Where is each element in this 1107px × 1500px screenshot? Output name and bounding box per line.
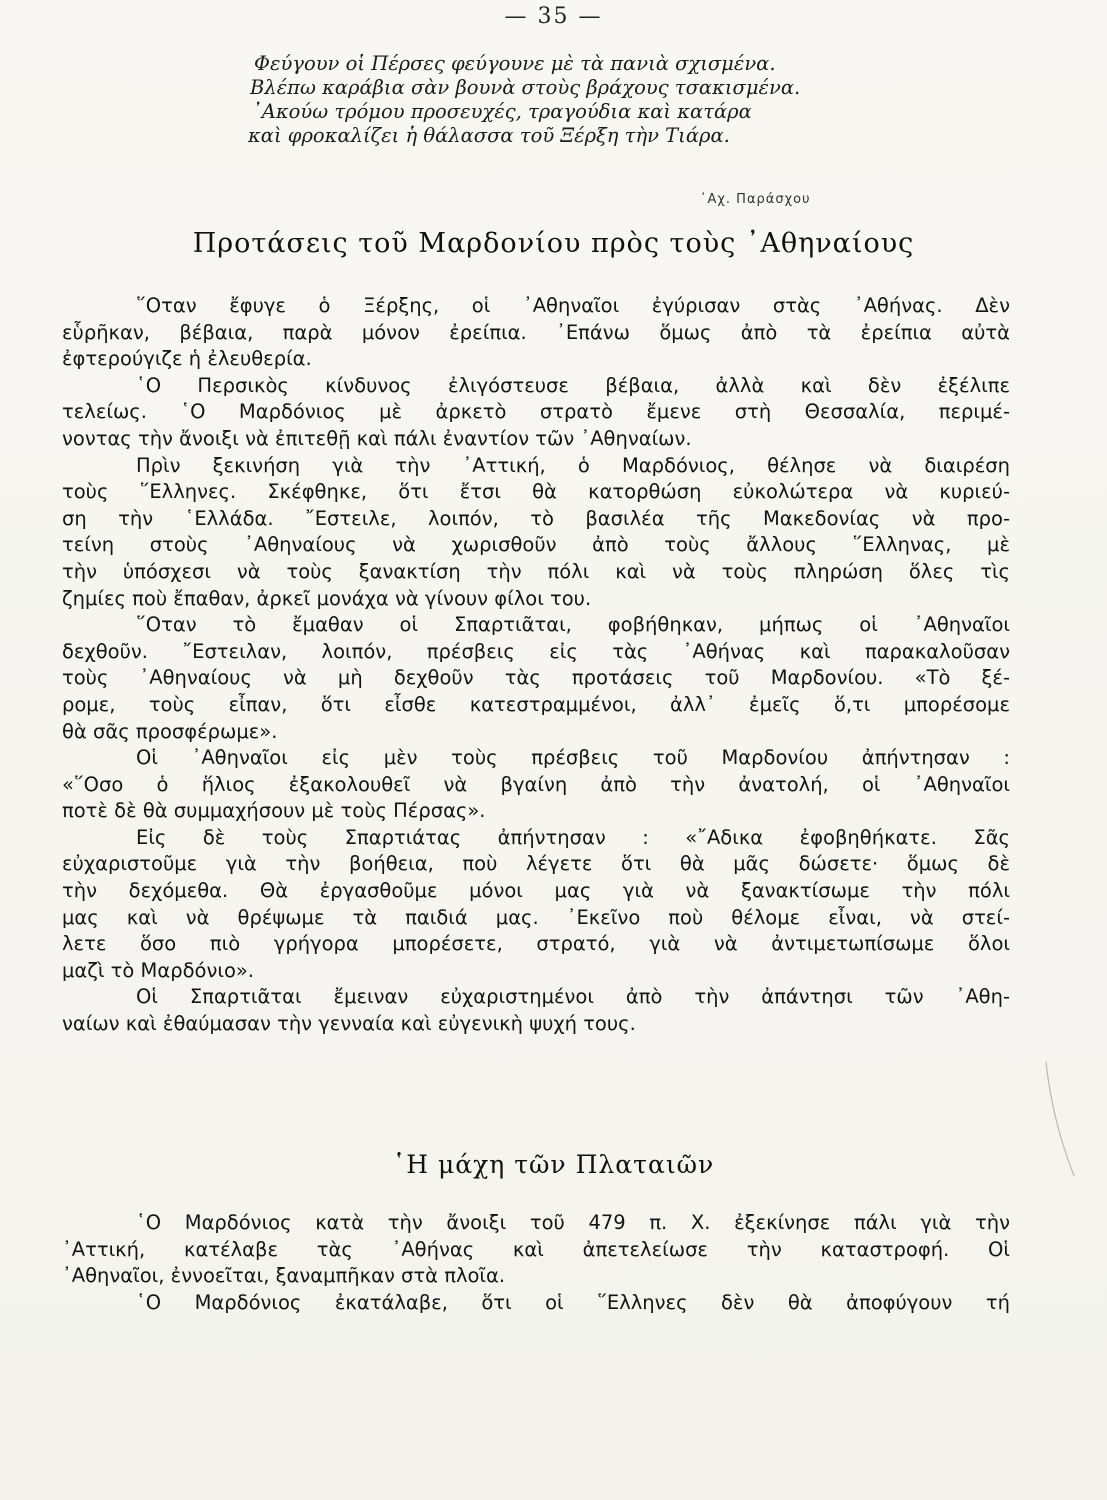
text-line: ῾Ο Περσικὸς κίνδυνος ἐλιγόστευσε βέβαια, ἀλλὰ καὶ δὲν ἐξέλιπε <box>136 373 1010 397</box>
text-line: εὗρῆκαν, βέβαια, παρὰ μόνον ἐρείπια. ᾿Επάνω ὅμως ἀπὸ τὰ ἐρείπια αὐτὰ <box>62 320 1010 344</box>
text-line: Πρὶν ξεκινήση γιὰ τὴν ᾿Αττική, ὁ Μαρδόνιος, θέλησε νὰ διαιρέση <box>136 453 1010 477</box>
text-line: τοὺς ῞Ελληνες. Σκέφθηκε, ὅτι ἔτσι θὰ κατορθώση εὐκολώτερα νὰ κυριεύ- <box>62 480 1010 504</box>
text-line: λετε ὅσο πιὸ γρήγορα μπορέσετε, στρατό, γιὰ νὰ ἀντιμετωπίσωμε ὅλοι <box>62 932 1010 956</box>
poem-line: Βλέπω καράβια σὰν βουνὰ στοὺς βράχους τσακισμένα. <box>250 76 801 99</box>
text-line: Οἱ Σπαρτιᾶται ἔμειναν εὐχαριστημένοι ἀπὸ τὴν ἀπάντησι τῶν ᾿Αθη- <box>136 985 1010 1009</box>
poem-line: Φεύγουν οἱ Πέρσες φεύγουνε μὲ τὰ πανιὰ σχισμένα. <box>254 52 776 75</box>
poem-line: καὶ φροκαλίζει ἡ θάλασσα τοῦ Ξέρξη τὴν Τιάρα. <box>248 124 730 147</box>
text-line: τὴν δεχόμεθα. Θὰ ἐργασθοῦμε μόνοι μας γιὰ νὰ ξανακτίσωμε τὴν πόλι <box>62 879 1010 903</box>
text-line: μας καὶ νὰ θρέψωμε τὰ παιδιά μας. ᾿Εκεῖνο ποὺ θέλομε εἶναι, νὰ στεί- <box>62 905 1010 929</box>
text-line: ῾Ο Μαρδόνιος ἐκατάλαβε, ὅτι οἱ ῞Ελληνες δὲν θὰ ἀποφύγουν τή <box>136 1290 1010 1314</box>
text-line: τελείως. ῾Ο Μαρδόνιος μὲ ἀρκετὸ στρατὸ ἔμενε στὴ Θεσσαλία, περιμέ- <box>62 400 1010 424</box>
text-line: εὐχαριστοῦμε γιὰ τὴν βοήθεια, ποὺ λέγετε ὅτι θὰ μᾶς δώσετε· ὅμως δὲ <box>62 852 1010 876</box>
text-line: Εἰς δὲ τοὺς Σπαρτιάτας ἀπήντησαν : «῎Αδικα ἐφοβηθήκατε. Σᾶς <box>136 825 1010 849</box>
text-line: ῞Οταν τὸ ἔμαθαν οἱ Σπαρτιᾶται, φοβήθηκαν, μήπως οἱ ᾿Αθηναῖοι <box>136 613 1010 637</box>
text-line: δεχθοῦν. ῎Εστειλαν, λοιπόν, πρέσβεις εἰς τὰς ᾿Αθήνας καὶ παρακαλοῦσαν <box>62 639 1010 663</box>
text-line: νοντας τὴν ἄνοιξι νὰ ἐπιτεθῇ καὶ πάλι ἐναντίον τῶν ᾿Αθηναίων. <box>62 426 692 450</box>
text-line: ναίων καὶ ἐθαύμασαν τὴν γενναία καὶ εὐγενικὴ ψυχή τους. <box>62 1012 636 1036</box>
text-line: ᾿Αθηναῖοι, ἐννοεῖται, ξαναμπῆκαν στὰ πλοῖα. <box>62 1264 506 1288</box>
text-line: ᾿Αττική, κατέλαβε τὰς ᾿Αθήνας καὶ ἀπετελείωσε τὴν καταστροφή. Οἱ <box>62 1237 1010 1261</box>
text-line: μαζὶ τὸ Μαρδόνιο». <box>62 958 255 982</box>
section-body-battle-of-plataea <box>62 1210 1010 1316</box>
text-line: ῞Οταν ἔφυγε ὁ Ξέρξης, οἱ ᾿Αθηναῖοι ἐγύρισαν στὰς ᾿Αθήνας. Δὲν <box>136 294 1010 317</box>
text-line: ἐφτερούγιζε ἡ ἐλευθερία. <box>62 347 312 371</box>
text-line: τείνη στοὺς ᾿Αθηναίους νὰ χωρισθοῦν ἀπὸ τοὺς ἄλλους ῞Ελληνας, μὲ <box>62 533 1010 557</box>
text-line: τὴν ὑπόσχεσι νὰ τοὺς ξανακτίση τὴν πόλι καὶ νὰ τοὺς πληρώση ὅλες τὶς <box>62 559 1010 583</box>
text-line: ποτὲ δὲ θὰ συμμαχήσουν μὲ τοὺς Πέρσας». <box>62 799 486 823</box>
text-line: θὰ σᾶς προσφέρωμε». <box>62 719 278 743</box>
text-line: ῾Ο Μαρδόνιος κατὰ τὴν ἄνοιξι τοῦ 479 π. Χ. ἐξεκίνησε πάλι γιὰ τὴν <box>136 1211 1010 1234</box>
poem-line: ᾿Ακούω τρόμου προσευχές, τραγούδια καὶ κατάρα <box>252 100 752 123</box>
text-line: ση τὴν ῾Ελλάδα. ῎Εστειλε, λοιπόν, τὸ βασιλέα τῆς Μακεδονίας νὰ προ- <box>62 506 1010 530</box>
text-line: Οἱ ᾿Αθηναῖοι εἰς μὲν τοὺς πρέσβεις τοῦ Μαρδονίου ἀπήντησαν : <box>136 746 1010 770</box>
section-body-mardonius-proposals <box>62 293 1010 1038</box>
text-line: ρομε, τοὺς εἶπαν, ὅτι εἶσθε κατεστραμμένοι, ἀλλ᾿ ἐμεῖς ὅ,τι μπορέσομε <box>62 692 1010 716</box>
poem-epigraph <box>248 52 868 148</box>
section-heading-mardonius-proposals: Προτάσεις τοῦ Μαρδονίου πρὸς τοὺς ᾿Αθηναίους <box>192 228 915 259</box>
text-line: ζημίες ποὺ ἔπαθαν, ἀρκεῖ μονάχα νὰ γίνουν φίλοι του. <box>62 586 592 610</box>
text-line: «῞Οσο ὁ ἥλιος ἐξακολουθεῖ νὰ βγαίνη ἀπὸ τὴν ἀνατολή, οἱ ᾿Αθηναῖοι <box>62 772 1010 796</box>
text-line: τοὺς ᾿Αθηναίους νὰ μὴ δεχθοῦν τὰς προτάσεις τοῦ Μαρδονίου. «Τὸ ξέ- <box>62 666 1010 690</box>
poem-attribution: ᾿Αχ. Παράσχου <box>700 192 811 207</box>
section-heading-battle-of-plataea: ῾Η μάχη τῶν Πλαταιῶν <box>392 1150 715 1179</box>
page-number: — 35 — <box>504 4 603 29</box>
